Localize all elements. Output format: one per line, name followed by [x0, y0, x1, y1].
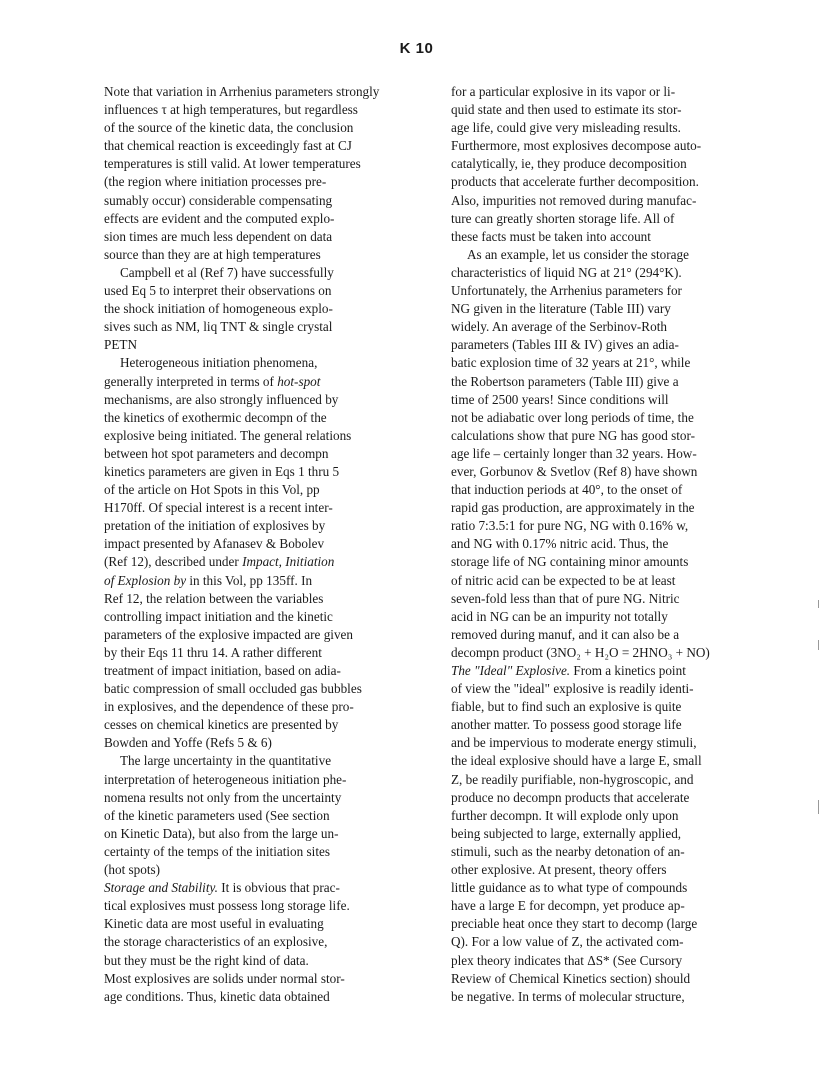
line-text: Q). For a low value of Z, the activated com-: [451, 934, 684, 950]
text-line: [451, 264, 769, 282]
scan-mark: [818, 600, 819, 608]
line-text: batic compression of small occluded gas bubbles: [104, 681, 362, 697]
text-line: [104, 391, 422, 409]
text-line: [451, 119, 769, 137]
line-text: generally interpreted in terms of: [104, 373, 278, 389]
text-line: [104, 336, 422, 354]
line-text: seven-fold less than that of pure NG. Nitric: [451, 590, 680, 606]
line-text: batic explosion time of 32 years at 21°, while: [451, 355, 691, 371]
line-text: another matter. To possess good storage life: [451, 717, 682, 733]
italic-run: hot-spot: [277, 373, 321, 389]
line-text: Campbell et al (Ref 7) have successfully: [120, 264, 334, 280]
text-line: [104, 626, 422, 644]
line-text: little guidance as to what type of compounds: [451, 880, 688, 896]
line-text: sion times are much less dependent on data: [104, 228, 333, 244]
text-line: [104, 409, 422, 427]
text-line: [104, 861, 422, 879]
text-line: [451, 915, 769, 933]
text-line: [104, 807, 422, 825]
text-line: [104, 879, 422, 897]
text-line: [451, 970, 769, 988]
text-line: [104, 373, 422, 391]
line-text: parameters of the explosive impacted are given: [104, 626, 353, 642]
text-line: [451, 463, 769, 481]
line-text: effects are evident and the computed explo-: [104, 210, 335, 226]
line-text: Z, be readily purifiable, non-hygroscopic, and: [451, 771, 694, 787]
line-text: kinetics parameters are given in Eqs 1 thru 5: [104, 463, 340, 479]
text-line: [104, 680, 422, 698]
text-line: [104, 933, 422, 951]
text-line: [104, 988, 422, 1006]
line-text: Kinetic data are most useful in evaluating: [104, 916, 324, 932]
line-text: source than they are at high temperatures: [104, 246, 321, 262]
text-line: [104, 952, 422, 970]
text-line: [451, 499, 769, 517]
text-line: [451, 771, 769, 789]
line-text: of the kinetic parameters used (See section: [104, 807, 330, 823]
text-line: [104, 789, 422, 807]
italic-run: Storage and Stability.: [104, 880, 218, 896]
line-text: age life – certainly longer than 32 years. How-: [451, 445, 697, 461]
text-line: [104, 137, 422, 155]
text-line: [451, 644, 769, 662]
text-line: [104, 662, 422, 680]
line-text: other explosive. At present, theory offers: [451, 862, 667, 878]
text-line: [451, 716, 769, 734]
line-text: the storage characteristics of an explosive,: [104, 934, 328, 950]
line-text: Ref 12, the relation between the variables: [104, 590, 324, 606]
line-text: age life, could give very misleading results.: [451, 120, 681, 136]
text-line: [451, 608, 769, 626]
line-text: and NG with 0.17% nitric acid. Thus, the: [451, 536, 669, 552]
text-line: [104, 481, 422, 499]
text-line: [451, 192, 769, 210]
line-text: rapid gas production, are approximately in the: [451, 500, 695, 516]
line-text: (the region where initiation processes pre-: [104, 174, 327, 190]
line-text: characteristics of liquid NG at 21° (294°K).: [451, 264, 682, 280]
text-line: [104, 192, 422, 210]
text-line: [451, 373, 769, 391]
line-text: between hot spot parameters and decompn: [104, 445, 329, 461]
text-line: [104, 282, 422, 300]
line-text: storage life of NG containing minor amounts: [451, 554, 689, 570]
text-line: [451, 481, 769, 499]
text-line: [451, 155, 769, 173]
text-line: [104, 825, 422, 843]
line-text: Most explosives are solids under normal stor-: [104, 970, 345, 986]
page-header: K 10: [399, 40, 434, 57]
text-line: [104, 897, 422, 915]
line-text: the ideal explosive should have a large E, small: [451, 753, 702, 769]
line-text: the Robertson parameters (Table III) give a: [451, 373, 679, 389]
line-text: certainty of the temps of the initiation sites: [104, 843, 330, 859]
text-line: [104, 843, 422, 861]
line-text: quid state and then used to estimate its stor-: [451, 102, 682, 118]
text-line: [104, 264, 422, 282]
line-text: products that accelerate further decomposition.: [451, 174, 699, 190]
text-line: [104, 590, 422, 608]
line-text: sives such as NM, liq TNT & single crystal: [104, 319, 333, 335]
text-line: [451, 282, 769, 300]
line-text: used Eq 5 to interpret their observations on: [104, 283, 332, 299]
line-text: by their Eqs 11 thru 14. A rather different: [104, 644, 322, 660]
scan-mark: [818, 640, 819, 650]
left-column: [104, 83, 422, 1006]
line-text: (Ref 12), described under: [104, 554, 243, 570]
line-text: of view the "ideal" explosive is readily identi-: [451, 681, 694, 697]
text-line: [451, 752, 769, 770]
line-text: not be adiabatic over long periods of time, the: [451, 409, 694, 425]
line-text: these facts must be taken into account: [451, 228, 651, 244]
text-line: [451, 336, 769, 354]
line-text: cesses on chemical kinetics are presented by: [104, 717, 339, 733]
line-text: that induction periods at 40°, to the onset of: [451, 482, 683, 498]
text-line: [104, 427, 422, 445]
italic-run: Impact, Initiation: [242, 554, 335, 570]
text-line: [451, 897, 769, 915]
text-line: [104, 970, 422, 988]
text-line: [104, 752, 422, 770]
line-text: be negative. In terms of molecular structure,: [451, 988, 685, 1004]
line-text: catalytically, ie, they produce decomposition: [451, 156, 687, 172]
line-text: fiable, but to find such an explosive is quite: [451, 699, 682, 715]
line-text: further decompn. It will explode only upon: [451, 807, 679, 823]
text-line: [451, 445, 769, 463]
line-text: produce no decompn products that accelerate: [451, 789, 690, 805]
line-text: PETN: [104, 337, 137, 353]
text-line: [104, 734, 422, 752]
line-text: (hot spots): [104, 862, 161, 878]
line-text: NG given in the literature (Table III) vary: [451, 301, 671, 317]
text-line: [104, 572, 422, 590]
text-line: [451, 843, 769, 861]
text-line: [451, 427, 769, 445]
text-line: [451, 879, 769, 897]
text-line: [451, 535, 769, 553]
line-text: of nitric acid can be expected to be at least: [451, 572, 676, 588]
line-text: calculations show that pure NG has good stor-: [451, 427, 696, 443]
line-text: time of 2500 years! Since conditions will: [451, 391, 669, 407]
text-line: [104, 101, 422, 119]
italic-run: of Explosion by: [104, 572, 187, 588]
line-text: in this Vol, pp 135ff. In: [186, 572, 313, 588]
line-text: H170ff. Of special interest is a recent inter-: [104, 500, 333, 516]
text-line: [451, 626, 769, 644]
text-line: [451, 409, 769, 427]
line-text: Furthermore, most explosives decompose auto-: [451, 138, 702, 154]
text-line: [451, 553, 769, 571]
text-line: [451, 391, 769, 409]
text-line: [104, 499, 422, 517]
scan-mark: [818, 800, 819, 814]
line-text: parameters (Tables III & IV) gives an adia-: [451, 337, 679, 353]
text-line: [451, 173, 769, 191]
text-line: [104, 119, 422, 137]
text-line: [451, 83, 769, 101]
line-text: Heterogeneous initiation phenomena,: [120, 355, 318, 371]
line-text: explosive being initiated. The general relations: [104, 427, 352, 443]
line-text: preciable heat once they start to decomp (large: [451, 916, 698, 932]
text-line: [451, 952, 769, 970]
text-line: [451, 318, 769, 336]
line-text: ratio 7:3.5:1 for pure NG, NG with 0.16% w,: [451, 518, 689, 534]
line-text: and be impervious to moderate energy stimuli,: [451, 735, 697, 751]
line-text: From a kinetics point: [570, 663, 686, 678]
italic-run: The "Ideal" Explosive.: [451, 663, 571, 678]
text-line: [451, 517, 769, 535]
text-line: [451, 210, 769, 228]
right-column: [451, 83, 769, 1006]
line-text: temperatures is still valid. At lower temperatures: [104, 156, 361, 172]
text-line: [104, 445, 422, 463]
text-line: [451, 825, 769, 843]
line-text: ture can greatly shorten storage life. All of: [451, 210, 675, 226]
line-text: the kinetics of exothermic decompn of the: [104, 409, 327, 425]
text-line: [451, 354, 769, 372]
text-line: [104, 463, 422, 481]
line-text: for a particular explosive in its vapor or li-: [451, 84, 676, 99]
text-line: [104, 535, 422, 553]
text-line: [104, 210, 422, 228]
text-line: [451, 228, 769, 246]
line-text: sumably occur) considerable compensating: [104, 192, 333, 208]
line-text: Bowden and Yoffe (Refs 5 & 6): [104, 735, 272, 751]
text-line: [104, 173, 422, 191]
text-line: [104, 354, 422, 372]
line-text: acid in NG can be an impurity not totally: [451, 608, 668, 624]
line-text: but they must be the right kind of data.: [104, 952, 309, 968]
text-line: [451, 572, 769, 590]
text-line: [104, 228, 422, 246]
text-line: [451, 137, 769, 155]
line-text: As an example, let us consider the storage: [467, 246, 689, 262]
text-line: [104, 155, 422, 173]
text-line: [104, 83, 422, 101]
line-text: stimuli, such as the nearby detonation of an-: [451, 843, 685, 859]
text-line: [104, 517, 422, 535]
line-text: in explosives, and the dependence of these pro-: [104, 699, 354, 715]
line-text: treatment of impact initiation, based on adia-: [104, 663, 341, 678]
line-text: ever, Gorbunov & Svetlov (Ref 8) have shown: [451, 463, 698, 479]
line-text: tical explosives must possess long storage life.: [104, 898, 350, 914]
text-line: [451, 861, 769, 879]
text-line: [451, 300, 769, 318]
text-line: [104, 644, 422, 662]
line-text: interpretation of heterogeneous initiation phe-: [104, 771, 347, 787]
text-line: [104, 771, 422, 789]
line-text: nomena results not only from the uncertainty: [104, 789, 342, 805]
text-line: [451, 101, 769, 119]
text-line: [104, 300, 422, 318]
line-text: removed during manuf, and it can also be a: [451, 626, 680, 642]
line-text: plex theory indicates that ΔS* (See Cursory: [451, 952, 683, 968]
line-text: Also, impurities not removed during manufac-: [451, 192, 697, 208]
line-text: impact presented by Afanasev & Bobolev: [104, 536, 325, 552]
text-line: [451, 698, 769, 716]
line-text: decompn product (3NO₂ + H₂O = 2HNO₃ + NO): [451, 644, 710, 660]
line-text: It is obvious that prac-: [217, 880, 340, 896]
line-text: Review of Chemical Kinetics section) should: [451, 970, 691, 986]
line-text: mechanisms, are also strongly influenced by: [104, 391, 339, 407]
text-line: [451, 988, 769, 1006]
text-line: [104, 915, 422, 933]
text-line: [104, 246, 422, 264]
text-line: [451, 680, 769, 698]
text-line: [104, 698, 422, 716]
line-text: being subjected to large, externally applied,: [451, 825, 682, 841]
text-line: [104, 553, 422, 571]
text-line: [451, 662, 769, 680]
line-text: widely. An average of the Serbinov-Roth: [451, 319, 667, 335]
line-text: age conditions. Thus, kinetic data obtained: [104, 988, 330, 1004]
text-line: [104, 318, 422, 336]
text-line: [451, 807, 769, 825]
line-text: have a large E for decompn, yet produce ap-: [451, 898, 685, 914]
text-line: [451, 789, 769, 807]
line-text: pretation of the initiation of explosives by: [104, 518, 326, 534]
line-text: of the source of the kinetic data, the conclusion: [104, 120, 354, 136]
line-text: controlling impact initiation and the kinetic: [104, 608, 333, 624]
line-text: the shock initiation of homogeneous explo-: [104, 301, 333, 317]
text-line: [451, 590, 769, 608]
line-text: Unfortunately, the Arrhenius parameters for: [451, 283, 682, 299]
line-text: on Kinetic Data), but also from the large un-: [104, 825, 339, 841]
line-text: of the article on Hot Spots in this Vol, pp: [104, 482, 320, 498]
line-text: The large uncertainty in the quantitative: [120, 753, 332, 769]
text-line: [451, 734, 769, 752]
text-line: [104, 608, 422, 626]
text-line: [451, 246, 769, 264]
text-line: [104, 716, 422, 734]
line-text: Note that variation in Arrhenius parameters strongly: [104, 84, 380, 99]
text-line: [451, 933, 769, 951]
line-text: that chemical reaction is exceedingly fast at CJ: [104, 138, 352, 154]
line-text: influences τ at high temperatures, but regardless: [104, 102, 358, 118]
